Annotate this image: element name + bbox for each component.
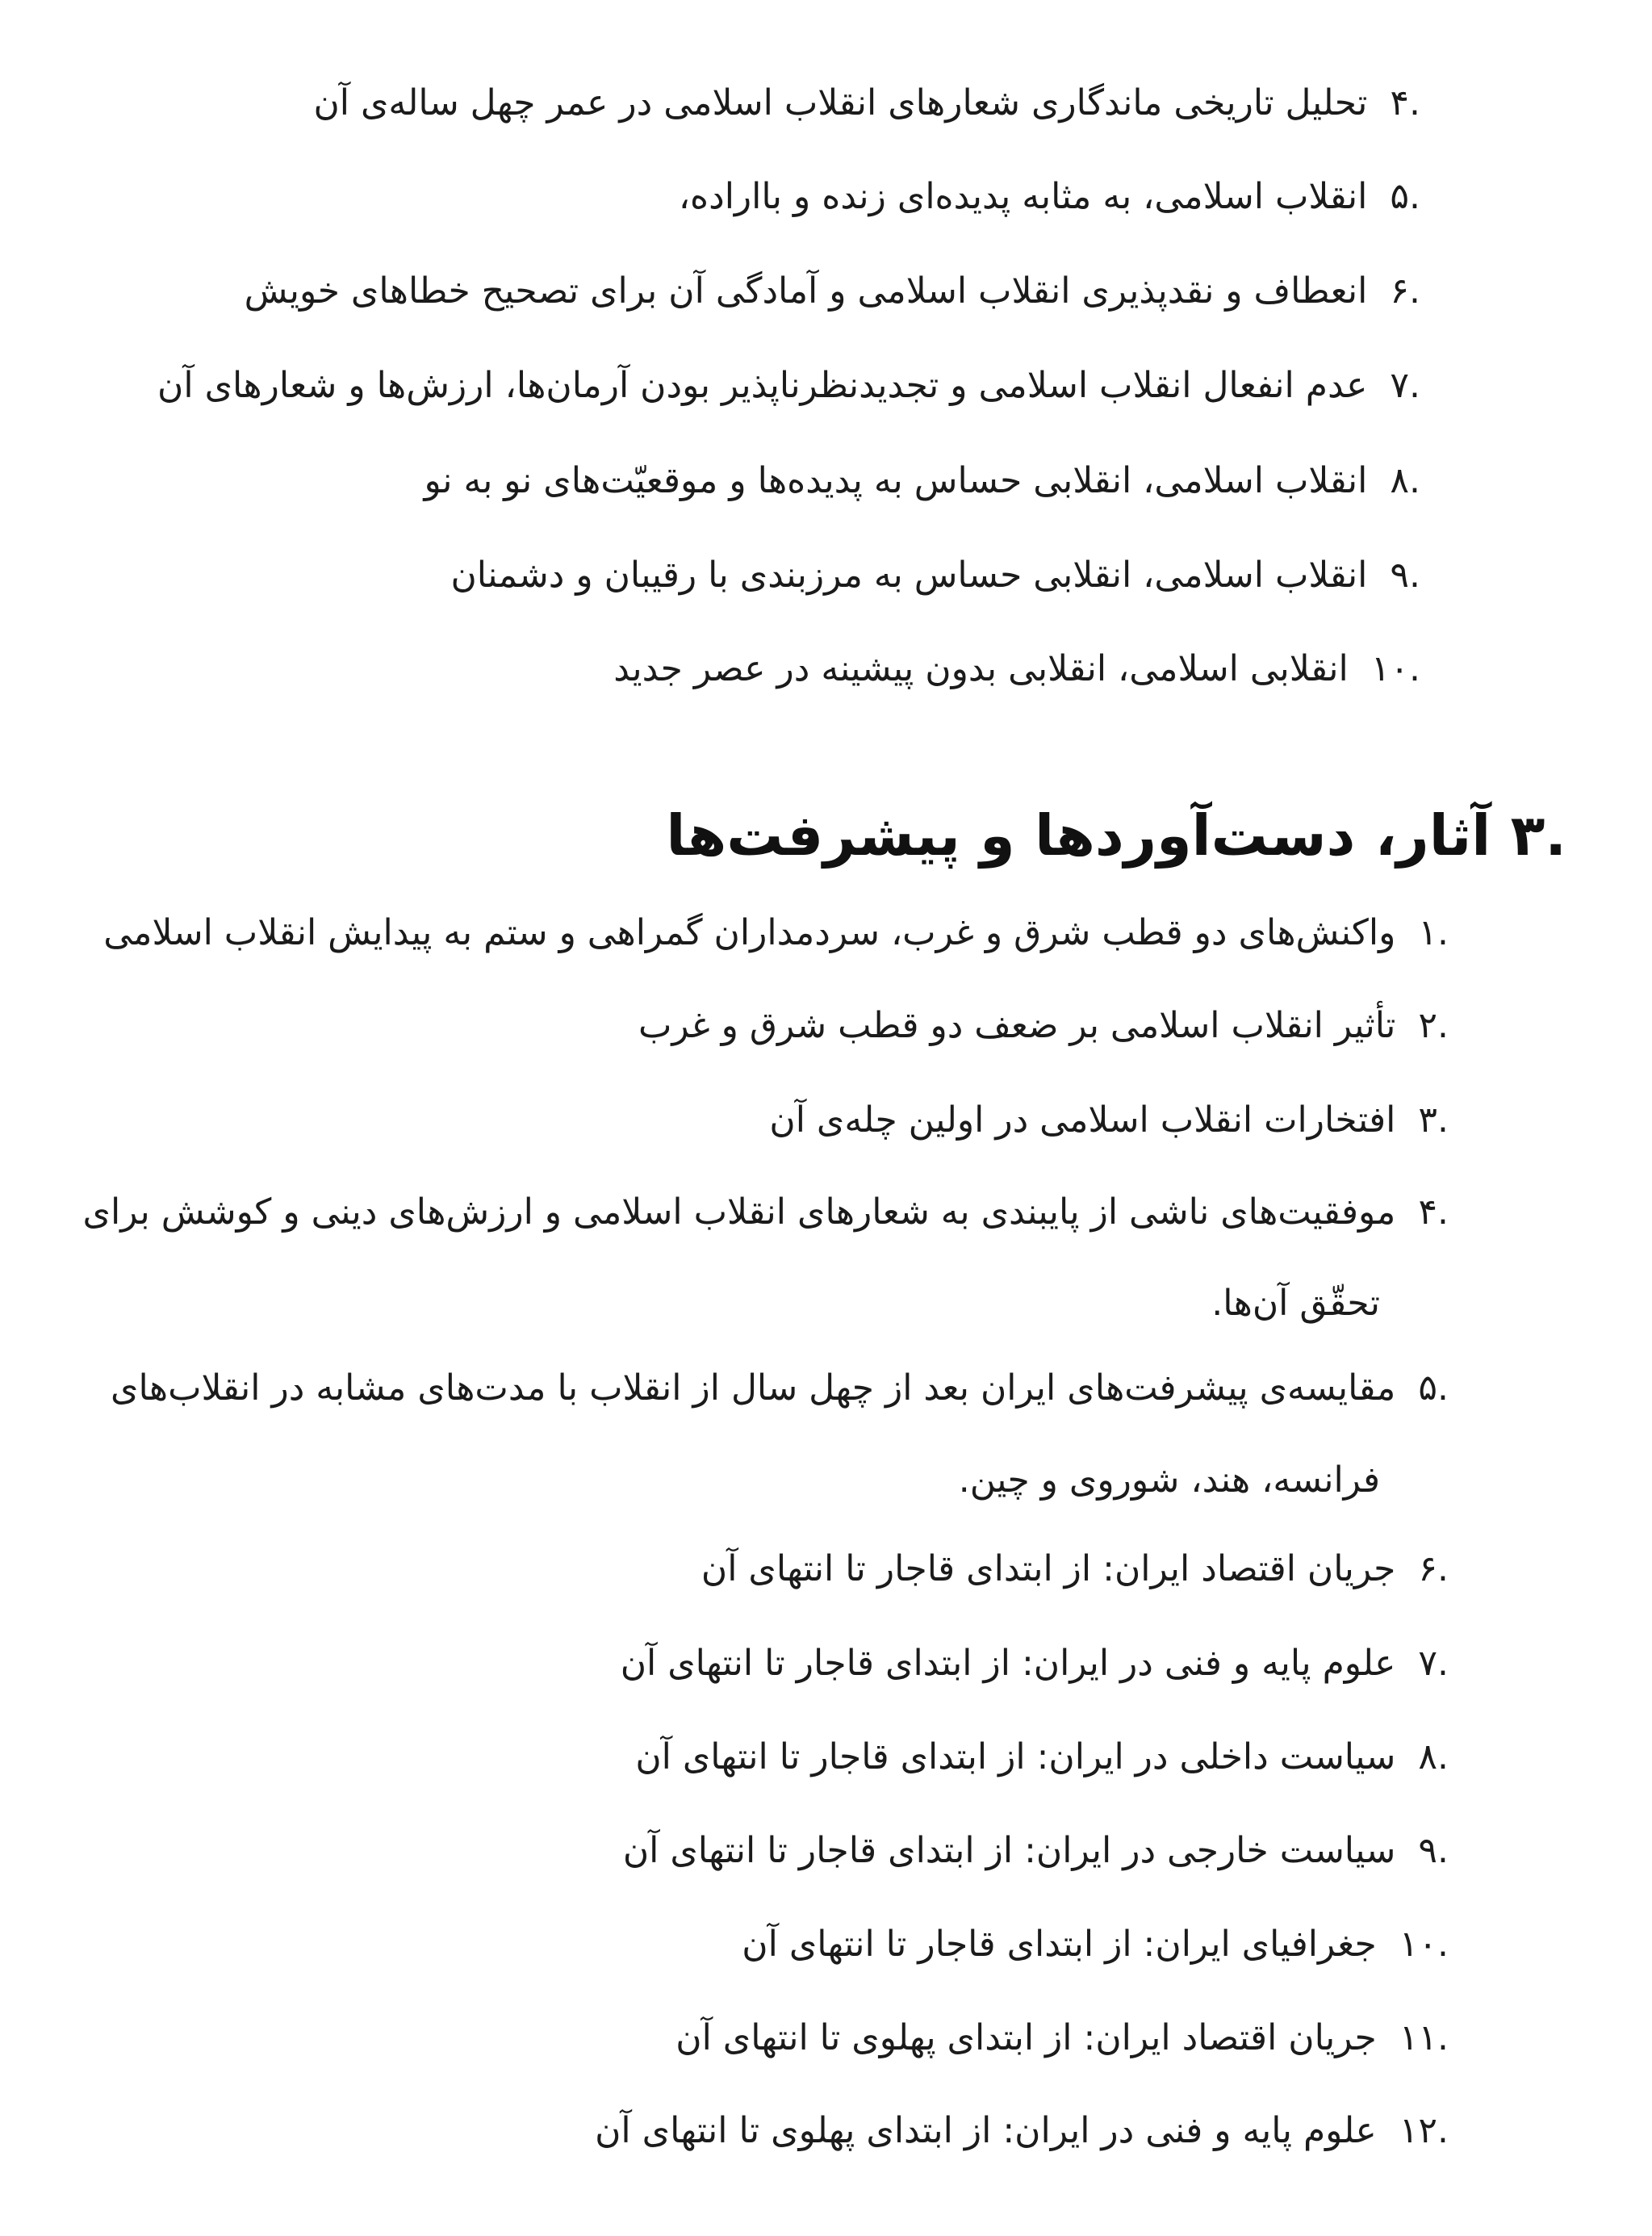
list-item <box>701 1545 1449 1593</box>
list-item-text: واکنش‌های دو قطب شرق و غرب، سردمداران گمراهی و ستم به پیدایش انقلاب اسلامی <box>103 912 1396 953</box>
list-item <box>679 173 1420 221</box>
list-item <box>613 645 1420 693</box>
list-item <box>157 362 1420 410</box>
list-item <box>450 551 1420 600</box>
list-item-text: انقلاب اسلامی، انقلابی حساس به مرزبندی با رقیبان و دشمنان <box>450 555 1368 596</box>
list-item-text: انعطاف و نقدپذیری انقلاب اسلامی و آمادگی آن برای تصحیح خطاهای خویش <box>244 270 1368 312</box>
list-item-number: .۶ <box>1390 270 1420 312</box>
list-item-number: .۴ <box>1418 1191 1449 1233</box>
list-item-number: .۱۰ <box>1370 648 1420 689</box>
list-item <box>103 909 1449 957</box>
list-item-number: .۸ <box>1418 1736 1449 1777</box>
list-item-number: .۲ <box>1418 1005 1449 1046</box>
section-heading: .۳ آثار، دست‌آوردها و پیشرفت‌ها <box>666 802 1566 869</box>
list-item-text: علوم پایه و فنی در ایران: از ابتدای قاجار تا انتهای آن <box>620 1643 1396 1684</box>
list-item-number: .۷ <box>1390 365 1420 406</box>
list-item-text: عدم انفعال انقلاب اسلامی و تجدیدنظرناپذیر بودن آرمان‌ها، ارزش‌ها و شعارهای آن <box>157 365 1368 406</box>
list-item-text: موفقیت‌های ناشی از پایبندی به شعارهای انقلاب اسلامی و ارزش‌های دینی و کوشش برای <box>82 1191 1396 1233</box>
list-item-text: سیاست خارجی در ایران: از ابتدای قاجار تا انتهای آن <box>622 1830 1396 1871</box>
list-item <box>313 79 1420 128</box>
list-item <box>742 1920 1449 1969</box>
list-item-number: .۹ <box>1390 555 1420 596</box>
list-item <box>83 1188 1449 1237</box>
list-item <box>623 1827 1449 1875</box>
list-item-number: .۴ <box>1390 82 1420 124</box>
list-item-number: .۱۰ <box>1399 1924 1449 1965</box>
list-item-text: علوم پایه و فنی در ایران: از ابتدای پهلوی تا انتهای آن <box>595 2110 1377 2151</box>
list-item-continuation-text: فرانسه، هند، شوروی و چین. <box>958 1459 1380 1501</box>
list-item-text: انقلاب اسلامی، انقلابی حساس به پدیده‌ها و موقعیّت‌های نو به نو <box>424 460 1368 501</box>
list-item <box>621 1639 1449 1688</box>
list-item-number: .۸ <box>1390 460 1420 501</box>
list-item <box>245 267 1420 316</box>
list-item-number: .۹ <box>1418 1830 1449 1871</box>
list-item <box>638 1002 1449 1050</box>
list-item-continuation <box>1211 1279 1380 1328</box>
list-item <box>111 1364 1449 1413</box>
list-item <box>769 1096 1449 1145</box>
list-item-text: مقایسه‌ی پیشرفت‌های ایران بعد از چهل سال از انقلاب با مدت‌های مشابه در انقلاب‌های <box>111 1367 1396 1409</box>
list-item-number: .۵ <box>1390 176 1420 217</box>
list-item-text: تأثیر انقلاب اسلامی بر ضعف دو قطب شرق و غرب <box>638 1005 1396 1046</box>
list-item-number: .۷ <box>1418 1643 1449 1684</box>
list-item-number: .۳ <box>1418 1099 1449 1141</box>
list-item-text: افتخارات انقلاب اسلامی در اولین چله‌ی آن <box>769 1099 1396 1141</box>
list-item-number: .۶ <box>1418 1548 1449 1589</box>
list-item-text: جغرافیای ایران: از ابتدای قاجار تا انتهای آن <box>742 1924 1377 1965</box>
list-item <box>635 1733 1449 1782</box>
list-item-number: .۱۱ <box>1399 2017 1449 2058</box>
list-item-text: جریان اقتصاد ایران: از ابتدای پهلوی تا انتهای آن <box>675 2017 1377 2058</box>
list-item <box>675 2014 1449 2062</box>
list-item-continuation <box>959 1456 1380 1505</box>
list-item-text: تحلیل تاریخی ماندگاری شعارهای انقلاب اسلامی در عمر چهل ساله‌ی آن <box>313 82 1368 124</box>
list-item-number: .۱ <box>1418 912 1449 953</box>
list-item-text: جریان اقتصاد ایران: از ابتدای قاجار تا انتهای آن <box>701 1548 1396 1589</box>
list-item <box>595 2107 1449 2155</box>
list-item <box>425 457 1420 505</box>
list-item-number: .۵ <box>1418 1367 1449 1409</box>
list-item-number: .۱۲ <box>1399 2110 1449 2151</box>
list-item-text: انقلاب اسلامی، به مثابه پدیده‌ای زنده و بااراده، <box>678 176 1368 217</box>
list-item-text: انقلابی اسلامی، انقلابی بدون پیشینه در عصر جدید <box>613 648 1349 689</box>
list-item-continuation-text: تحقّق آن‌ها. <box>1211 1283 1380 1324</box>
list-item-text: سیاست داخلی در ایران: از ابتدای قاجار تا انتهای آن <box>635 1736 1396 1777</box>
